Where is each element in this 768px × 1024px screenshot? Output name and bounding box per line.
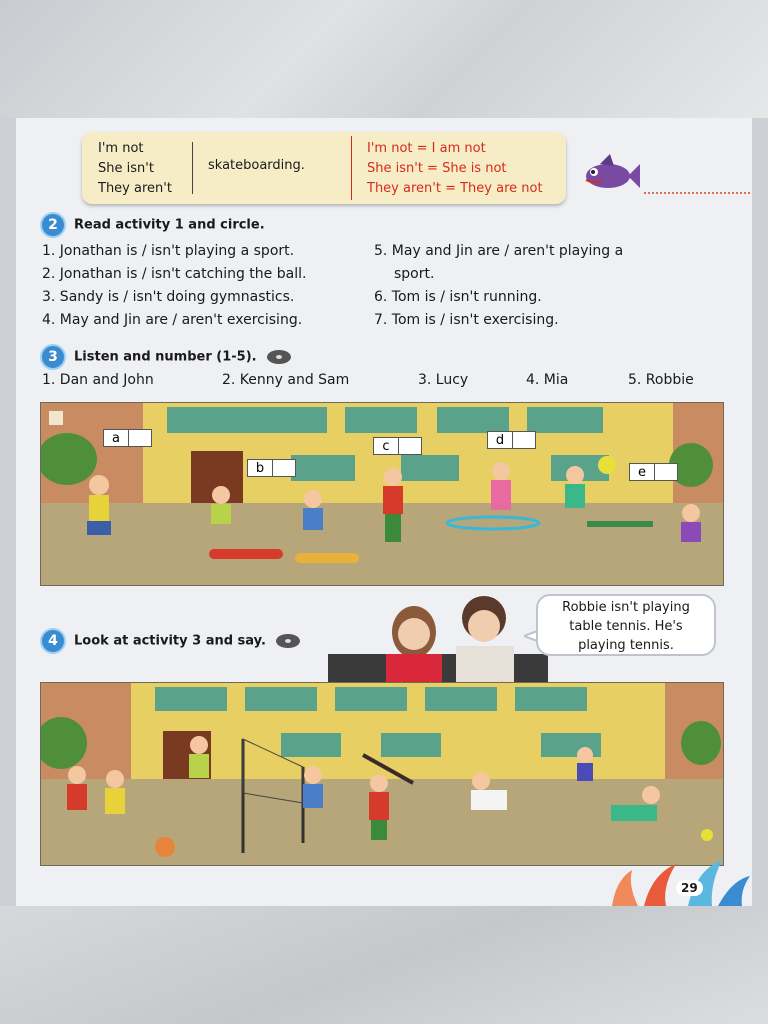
sentence-5-cont: sport. bbox=[394, 266, 435, 282]
grammar-verb: skateboarding. bbox=[208, 158, 305, 173]
sentence-1: 1. Jonathan is / isn't playing a sport. bbox=[42, 243, 295, 259]
activity-3-title: Listen and number (1-5). bbox=[74, 349, 257, 365]
label-e-blank[interactable] bbox=[655, 463, 678, 481]
label-c-blank[interactable] bbox=[399, 437, 422, 455]
grammar-contraction-3: They aren't = They are not bbox=[367, 181, 543, 196]
activity-2-number: 2 bbox=[40, 212, 66, 238]
coral-decoration bbox=[592, 850, 752, 906]
grammar-divider bbox=[192, 142, 193, 194]
activity-4-scene bbox=[40, 682, 724, 866]
activity-4-title: Look at activity 3 and say. bbox=[74, 633, 266, 649]
speech-line-3: playing tennis. bbox=[578, 638, 674, 653]
label-box-a[interactable] bbox=[103, 429, 152, 447]
grammar-subject-3: They aren't bbox=[98, 181, 172, 196]
label-b-blank[interactable] bbox=[273, 459, 296, 477]
activity-3-heading bbox=[40, 344, 291, 370]
label-box-b[interactable] bbox=[247, 459, 296, 477]
grammar-contraction-1: I'm not = I am not bbox=[367, 141, 486, 156]
name-5: 5. Robbie bbox=[628, 372, 694, 388]
decorative-dots bbox=[644, 192, 750, 194]
cd-audio-icon bbox=[274, 633, 300, 649]
sentence-3: 3. Sandy is / isn't doing gymnastics. bbox=[42, 289, 295, 305]
grammar-subject-2: She isn't bbox=[98, 161, 154, 176]
fish-mascot-icon bbox=[578, 152, 642, 202]
name-4: 4. Mia bbox=[526, 372, 569, 388]
label-b: b bbox=[247, 459, 273, 477]
activity-2-title: Read activity 1 and circle. bbox=[74, 217, 265, 233]
label-d: d bbox=[487, 431, 513, 449]
label-a-blank[interactable] bbox=[129, 429, 152, 447]
children-photo bbox=[328, 588, 548, 682]
cd-audio-icon bbox=[265, 349, 291, 365]
activity-2-sentences-right bbox=[374, 240, 623, 332]
textbook-page bbox=[16, 118, 752, 906]
label-box-d[interactable] bbox=[487, 431, 536, 449]
grammar-box bbox=[82, 132, 566, 204]
name-3: 3. Lucy bbox=[418, 372, 469, 388]
activity-2-sentences-left bbox=[42, 240, 306, 332]
grammar-contractions bbox=[367, 139, 543, 199]
label-e: e bbox=[629, 463, 655, 481]
speech-line-2: table tennis. He's bbox=[569, 619, 683, 634]
grammar-contraction-2: She isn't = She is not bbox=[367, 161, 507, 176]
schoolyard-illustration-2 bbox=[41, 683, 723, 865]
label-box-e[interactable] bbox=[629, 463, 678, 481]
label-a: a bbox=[103, 429, 129, 447]
speech-line-1: Robbie isn't playing bbox=[562, 600, 690, 615]
activity-3-scene bbox=[40, 402, 724, 586]
background-bottom bbox=[0, 906, 768, 1024]
activity-4-number: 4 bbox=[40, 628, 66, 654]
label-box-c[interactable] bbox=[373, 437, 422, 455]
page-number: 29 bbox=[676, 880, 703, 896]
speech-bubble bbox=[536, 594, 716, 656]
sentence-6: 6. Tom is / isn't running. bbox=[374, 289, 542, 305]
name-2: 2. Kenny and Sam bbox=[222, 372, 350, 388]
label-c: c bbox=[373, 437, 399, 455]
activity-2-heading bbox=[40, 212, 265, 238]
sentence-2: 2. Jonathan is / isn't catching the ball. bbox=[42, 266, 307, 282]
sentence-4: 4. May and Jin are / aren't exercising. bbox=[42, 312, 303, 328]
sentence-5: 5. May and Jin are / aren't playing a bbox=[374, 243, 624, 259]
grammar-subject-1: I'm not bbox=[98, 141, 144, 156]
label-d-blank[interactable] bbox=[513, 431, 536, 449]
activity-4-heading bbox=[40, 628, 300, 654]
background-top bbox=[0, 0, 768, 118]
name-1: 1. Dan and John bbox=[42, 372, 154, 388]
grammar-subjects bbox=[98, 139, 172, 199]
grammar-divider-red bbox=[351, 136, 352, 200]
activity-3-number: 3 bbox=[40, 344, 66, 370]
sentence-7: 7. Tom is / isn't exercising. bbox=[374, 312, 559, 328]
